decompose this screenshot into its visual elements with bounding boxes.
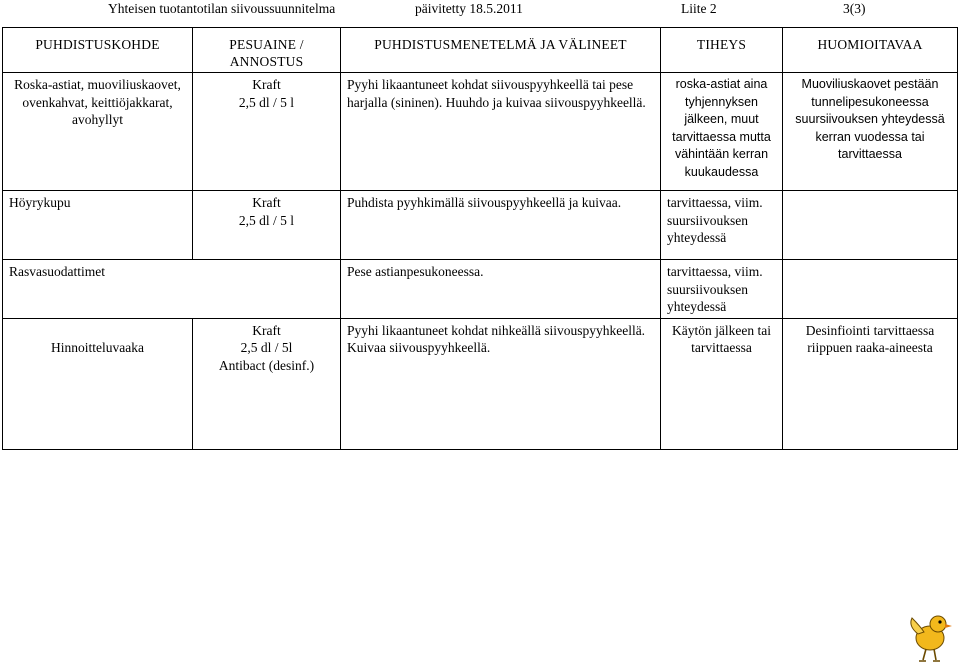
cell-target: Höyrykupu (3, 191, 193, 260)
table-row (3, 318, 958, 449)
cell-method: Pyyhi likaantuneet kohdat siivouspyyhkeellä tai pese harjalla (sininen). Huuhdo ja kuivaa siivouspyyhkeellä. (341, 73, 661, 191)
detergent-name: Kraft (252, 195, 281, 210)
col-header-detergent: PESUAINE / ANNOSTUS (193, 28, 341, 73)
col-header-method: PUHDISTUSMENETELMÄ JA VÄLINEET (341, 28, 661, 73)
col-header-notes: HUOMIOITAVAA (783, 28, 958, 73)
table-header-row (3, 28, 958, 73)
cell-detergent (193, 73, 341, 191)
page-number: 3(3) (843, 1, 866, 16)
cell-method: Pese astianpesukoneessa. (341, 260, 661, 319)
cleaning-plan-table (2, 27, 958, 450)
cell-frequency: Käytön jälkeen tai tarvittaessa (661, 318, 783, 449)
page-header (0, 0, 960, 24)
cell-notes (783, 191, 958, 260)
cell-method: Pyyhi likaantuneet kohdat nihkeällä siivouspyyhkeellä. Kuivaa siivouspyyhkeellä. (341, 318, 661, 449)
cell-target: Rasvasuodattimet (3, 260, 341, 319)
updated-date: päivitetty 18.5.2011 (415, 1, 523, 16)
detergent-name: Kraft (252, 77, 281, 92)
cell-frequency: roska-astiat aina tyhjennyksen jälkeen, muut tarvittaessa mutta vähintään kerran kuukaudessa (661, 73, 783, 191)
detergent-dose: 2,5 dl / 5l (240, 340, 293, 355)
cell-target: Roska-astiat, muoviliuskaovet, ovenkahvat, keittiöjakkarat, avohyllyt (3, 73, 193, 191)
document-title: Yhteisen tuotantotilan siivoussuunnitelma (108, 1, 336, 16)
cell-target: Hinnoitteluvaaka (3, 318, 193, 449)
cell-frequency: tarvittaessa, viim. suursiivouksen yhteydessä (661, 260, 783, 319)
cell-notes (783, 260, 958, 319)
detergent-dose: 2,5 dl / 5 l (238, 212, 295, 228)
table-row (3, 73, 958, 191)
cell-detergent (193, 318, 341, 449)
detergent-dose: 2,5 dl / 5 l (238, 94, 295, 110)
detergent-extra: Antibact (desinf.) (218, 357, 315, 373)
detergent-name: Kraft (252, 322, 281, 338)
cell-notes: Desinfiointi tarvittaessa riippuen raaka-aineesta (783, 318, 958, 449)
cell-frequency: tarvittaessa, viim. suursiivouksen yhteydessä (661, 191, 783, 260)
appendix-label: Liite 2 (681, 1, 717, 16)
table-row (3, 260, 958, 319)
cell-detergent (193, 191, 341, 260)
yellow-bird-icon (906, 608, 954, 666)
table-row (3, 191, 958, 260)
col-header-frequency: TIHEYS (661, 28, 783, 73)
cell-method: Puhdista pyyhkimällä siivouspyyhkeellä ja kuivaa. (341, 191, 661, 260)
col-header-target: PUHDISTUSKOHDE (3, 28, 193, 73)
cell-notes: Muoviliuskaovet pestään tunnelipesukoneessa suursiivouksen yhteydessä kerran vuodessa tai tarvittaessa (783, 73, 958, 191)
